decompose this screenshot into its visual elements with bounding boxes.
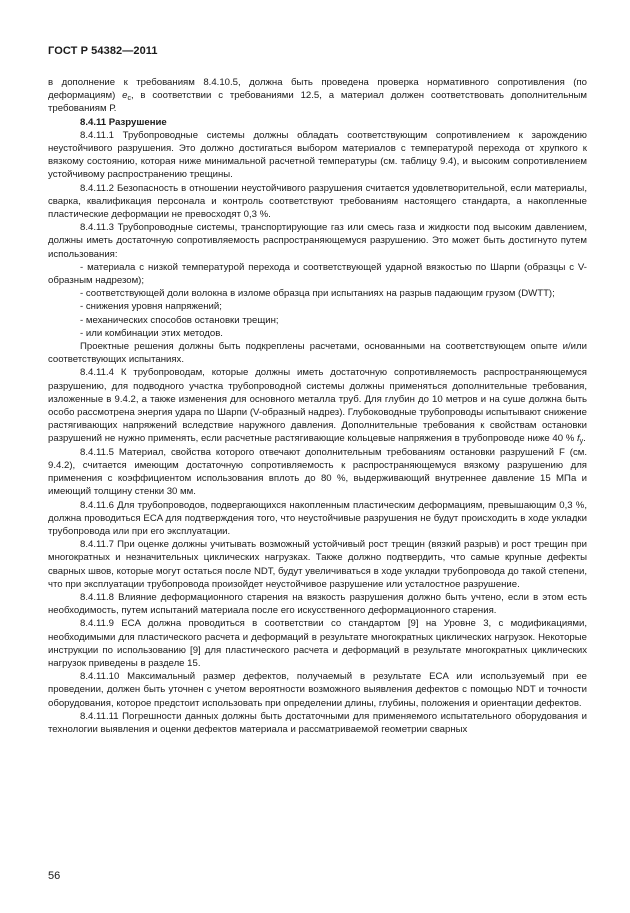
paragraph-8-4-11-3: 8.4.11.3 Трубопроводные системы, транспортирующие газ или смесь газа и жидкости под высоким давлением, должны иметь достаточную сопротивляемость распространяющемуся разрушению. Это может быть достигнуто путем использования:	[48, 222, 587, 260]
paragraph-8-4-11-10: 8.4.11.10 Максимальный размер дефектов, получаемый в результате ECA или используемый при ее проведении, должен быть уточнен с учетом вероятности возможного выявления дефектов с помощью NDT и точности оборудования, которое предстоит использовать при определении длины, глубины, положения и ориентации дефектов.	[48, 671, 587, 709]
list-item: - соответствующей доли волокна в изломе образца при испытаниях на разрыв падающим грузом (DWTT);	[80, 288, 555, 300]
list-item: - снижения уровня напряжений;	[80, 301, 222, 313]
paragraph-8-4-11-5: 8.4.11.5 Материал, свойства которого отвечают дополнительным требованиям остановки разрушений F (см. 9.4.2), считается имеющим достаточную сопротивляемость к распространяющемуся вязкому разрушению для применения с коэффициентом использования вплоть до 80 %, выдерживающий внутреннее давление 15 МПа и имеющий толщину стенки 30 мм.	[48, 446, 587, 498]
section-heading: 8.4.11 Разрушение	[80, 116, 167, 128]
list-item: - или комбинации этих методов.	[80, 327, 223, 339]
paragraph-design-note: Проектные решения должны быть подкреплены расчетами, основанными на соответствующем опыте и/или соответствующих испытаниях.	[48, 341, 587, 366]
page-number: 56	[48, 870, 61, 882]
intro-paragraph: в дополнение к требованиям 8.4.10.5, должна быть проведена проверка нормативного сопротивления (по деформациям) $e_c$, в соответствии с требованиями 12.5, а материал должен соответствовать дополнительным требованиям Р.	[48, 77, 587, 115]
paragraph-8-4-11-8: 8.4.11.8 Влияние деформационного старения на вязкость разрушения должно быть учтено, если в этом есть необходимость, путем испытаний материала после его искусственного деформационного старения.	[48, 591, 587, 617]
list-item: - материала с низкой температурой перехода и соответствующей ударной вязкостью по Шарпи (образцы с V-образным надрезом);	[48, 261, 587, 287]
document-header: ГОСТ Р 54382—2011	[48, 45, 158, 57]
paragraph-8-4-11-9: 8.4.11.9 ECA должна проводиться в соответствии со стандартом [9] на Уровне 3, с модификациями, необходимыми для пластического расчета и деформаций в результате многократных циклических нагрузок. Некоторые инструкции по использованию [9] для пластического расчета и деформаций в результате многократных циклических нагрузок приведены в разделе 15.	[48, 618, 587, 669]
page-body	[48, 76, 587, 736]
paragraph-8-4-11-1: 8.4.11.1 Трубопроводные системы должны обладать соответствующим сопротивлением к зарождению неустойчивого разрушения. Это должно достигаться выбором материалов с температурой перехода от хрупкого к вязкому состоянию, которая ниже минимальной расчетной температуры (см. таблицу 9.4), и высоким сопротивлением устойчивому распространению трещины.	[48, 129, 587, 181]
paragraph-8-4-11-4: 8.4.11.4 К трубопроводам, которые должны иметь достаточную сопротивляемость распространяющемуся разрушению, для подводного участка трубопроводной системы должны применяться дополнительные требования, изложенные в 9.4.2, а также изменения для основного металла труб. Для глубин до 10 метров и на суше должна быть особо рассмотрена энергия удара по Шарпи (V-образный надрез). Глубоководные трубопроводы испытывают снижение растягивающих напряжений вследствие наружного давления. Дополнительные требования к свойствам остановки разрушений не нужно применять, если расчетные растягивающие кольцевые напряжения в трубопроводе ниже 40 % $f_y$.	[48, 367, 587, 446]
paragraph-8-4-11-6: 8.4.11.6 Для трубопроводов, подвергающихся накопленным пластическим деформациям, превышающим 0,3 %, должна проводиться ECA для подтверждения того, что неустойчивые разрушения не будут происходить в ходе укладки трубопровода или при его эксплуатации.	[48, 499, 587, 537]
paragraph-8-4-11-7: 8.4.11.7 При оценке должны учитывать возможный устойчивый рост трещин (вязкий разрыв) и рост трещин при многократных и незначительных циклических нагрузках. Также должно подтвердить, что самые крупные дефекты сварных швов, которые могут остаться после NDT, будут увеличиваться в ходе укладки трубопровода до такой степени, что при эксплуатации трубопровода произойдет неустойчивое разрушение или усталостное разрушение.	[48, 539, 587, 590]
paragraph-8-4-11-2: 8.4.11.2 Безопасность в отношении неустойчивого разрушения считается удовлетворительной, если материалы, сварка, квалификация персонала и контроль соответствуют требованиям настоящего стандарта, а накопленные пластические деформации не превосходят 0,3 %.	[48, 182, 587, 221]
list-item: - механических способов остановки трещин;	[80, 314, 279, 326]
paragraph-8-4-11-11: 8.4.11.11 Погрешности данных должны быть достаточными для применяемого испытательного оборудования и технологии выявления и оценки дефектов материала и рассматриваемой геометрии сварных	[48, 710, 587, 735]
